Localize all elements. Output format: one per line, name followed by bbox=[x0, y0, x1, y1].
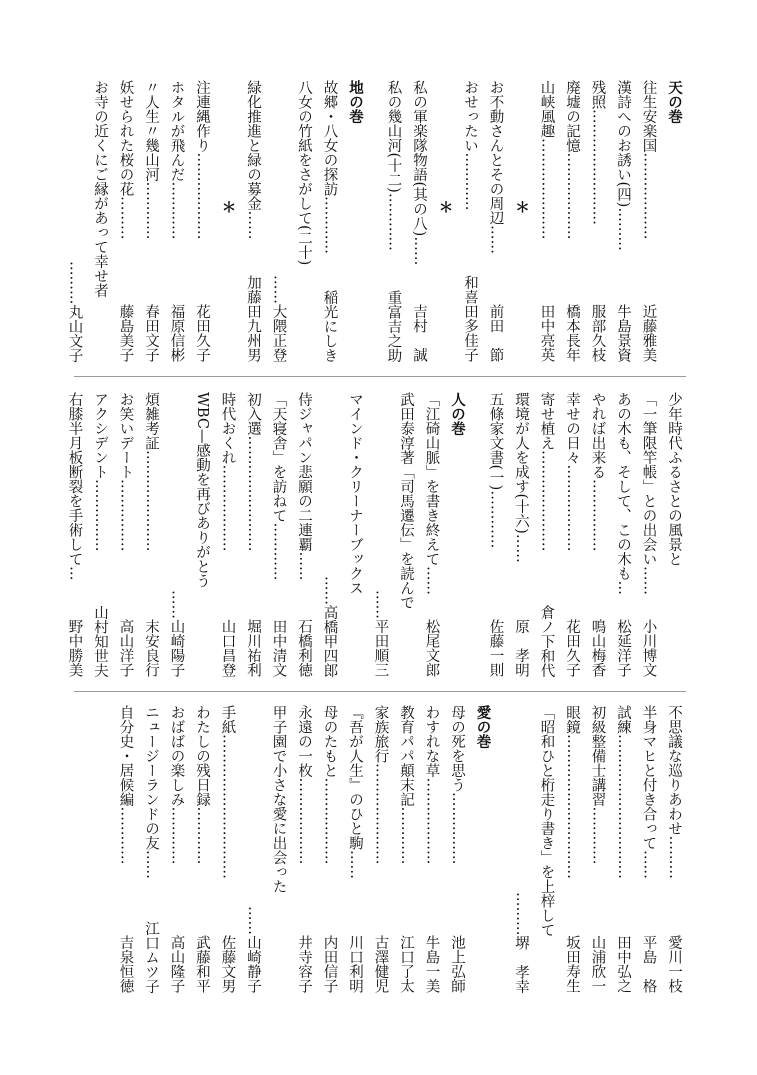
section-separator-asterisk bbox=[215, 80, 240, 362]
entry-title: おせったい………… bbox=[462, 80, 478, 211]
entry-title: 注連縄作り……………… bbox=[194, 80, 210, 240]
entry-title: マインド・クリーナーブックス bbox=[347, 392, 363, 595]
entry-author: 山村知世夫 bbox=[92, 604, 108, 677]
entry-author: 川口利明 bbox=[347, 935, 363, 993]
entry-author: 田中亮英 bbox=[538, 304, 555, 362]
entry-author: 重富吉之助 bbox=[385, 289, 402, 362]
toc-entry bbox=[241, 392, 266, 677]
entry-title: 「天寝舎」を訪ねて………… bbox=[270, 392, 287, 581]
entry-title: 侍ジャパン悲願の二連覇…… bbox=[296, 392, 312, 581]
toc-entry bbox=[139, 80, 164, 362]
divider-line bbox=[74, 691, 686, 692]
entry-author: 倉ノ下和代 bbox=[538, 604, 555, 677]
toc-entry bbox=[611, 392, 636, 677]
entry-title: 少年時代ふるさとの風景と bbox=[666, 392, 682, 566]
entry-title: 八女の竹紙をさがして(二十) bbox=[296, 80, 312, 266]
toc-entry bbox=[394, 392, 419, 677]
entry-author: 服部久枝 bbox=[589, 304, 606, 362]
entry-title: 私の軍楽隊物語(其の八)…… bbox=[411, 80, 427, 266]
entry-title: 母のたもと……………… bbox=[321, 705, 338, 865]
entry-title: 『吾が人生』のひと駒…… bbox=[347, 705, 363, 879]
entry-author: 古澤健児 bbox=[372, 935, 389, 993]
entry-title: 武田泰淳著「司馬遷伝」を読んで bbox=[398, 392, 414, 610]
entry-author: ……大隈正登 bbox=[270, 275, 287, 362]
entry-title: 初級整備士講習………… bbox=[589, 705, 606, 865]
asterisk: ＊ bbox=[219, 200, 237, 215]
entry-author: 野中勝美 bbox=[66, 619, 83, 677]
toc-entry bbox=[483, 80, 508, 362]
section-title: 人の巻 bbox=[449, 392, 465, 436]
entry-title: 甲子園で小さな愛に出会った bbox=[270, 705, 287, 894]
column-gap bbox=[368, 80, 380, 362]
toc-entry bbox=[534, 80, 559, 362]
section-title: 地の巻 bbox=[347, 80, 363, 124]
entry-author: 鳴山梅香 bbox=[589, 619, 606, 677]
entry-title: 寄せ植え………………… bbox=[538, 392, 555, 552]
entry-author: ……山崎静子 bbox=[245, 906, 261, 993]
entry-title: WBC—感動を再びありがとう bbox=[194, 392, 210, 589]
entry-author: 花田久子 bbox=[564, 619, 580, 677]
entry-author: 田中清文 bbox=[270, 619, 287, 677]
entry-title: ホタルが飛んだ………… bbox=[168, 80, 185, 240]
section-heading bbox=[470, 705, 495, 993]
section-heading bbox=[662, 80, 687, 362]
entry-author: 井寺容子 bbox=[296, 935, 312, 993]
entry-author: 堀川祐利 bbox=[245, 619, 261, 677]
entry-author: 原 孝明 bbox=[513, 619, 529, 677]
entry-author: 山浦欣一 bbox=[589, 935, 606, 993]
toc-entry bbox=[190, 80, 215, 362]
toc-entry bbox=[292, 80, 317, 362]
entry-title: わすれな草……………… bbox=[423, 705, 440, 865]
entry-title: やれば出来る…………… bbox=[589, 392, 606, 552]
entry-author: 牛島一美 bbox=[423, 935, 440, 993]
toc-entry bbox=[368, 705, 393, 993]
entry-author: 江口ムツ子 bbox=[143, 920, 159, 993]
toc-entry bbox=[190, 392, 215, 677]
entry-title: お笑いデート…………… bbox=[117, 392, 134, 552]
toc-columns bbox=[74, 705, 686, 993]
toc-entry bbox=[509, 705, 534, 993]
toc-entry bbox=[560, 392, 585, 677]
entry-title: 不思議な巡りあわせ……… bbox=[666, 705, 682, 879]
entry-author: ……山崎陽子 bbox=[168, 590, 185, 677]
entry-title: 眼鏡………………………… bbox=[564, 705, 580, 879]
toc-entry bbox=[585, 392, 610, 677]
toc-entry bbox=[394, 705, 419, 993]
toc-entry bbox=[215, 705, 240, 993]
entry-author: 武藤和平 bbox=[194, 935, 210, 993]
toc-entry bbox=[445, 705, 470, 993]
entry-author: 松尾文郎 bbox=[423, 619, 440, 677]
entry-title: アクシデント…………… bbox=[92, 392, 108, 552]
entry-title: 手紙………………………… bbox=[219, 705, 236, 879]
toc-entry bbox=[113, 392, 138, 677]
toc-entry bbox=[483, 392, 508, 677]
entry-author: 花田久子 bbox=[194, 304, 210, 362]
entry-author: 吉泉恒徳 bbox=[117, 935, 134, 993]
entry-title: お寺の近くにご縁があって幸せ者 bbox=[92, 80, 108, 298]
entry-author: 稲光にしき bbox=[321, 289, 338, 362]
asterisk: ＊ bbox=[436, 200, 454, 215]
entry-author: 末安良行 bbox=[143, 619, 159, 677]
toc-entry bbox=[113, 80, 138, 362]
toc-entry bbox=[611, 705, 636, 993]
entry-author: 前田 節 bbox=[487, 304, 504, 362]
entry-title: 家族旅行………………… bbox=[372, 705, 389, 865]
entry-title: おばばの楽しみ………… bbox=[168, 705, 185, 865]
toc-band-heaven-earth bbox=[66, 80, 686, 362]
entry-title: 「江碕山脈」を書き終えて…… bbox=[423, 392, 440, 595]
toc-entry bbox=[662, 705, 687, 993]
entry-title: 故郷・八女の探訪………… bbox=[321, 80, 338, 254]
toc-entry bbox=[317, 80, 342, 362]
toc-entry bbox=[139, 392, 164, 677]
toc-entry bbox=[164, 80, 189, 362]
entry-title: 環境が人を成す(十六)…… bbox=[513, 392, 529, 563]
toc-entry bbox=[560, 80, 585, 362]
entry-title: 妖せられた桜の花……… bbox=[117, 80, 134, 240]
toc-entry bbox=[215, 392, 240, 677]
entry-author: 平島 格 bbox=[640, 935, 657, 993]
toc-entry bbox=[113, 705, 138, 993]
toc-entry bbox=[458, 80, 483, 362]
toc-entry bbox=[534, 705, 559, 993]
entry-author: 吉村 誠 bbox=[411, 304, 427, 362]
section-separator-asterisk bbox=[432, 80, 457, 362]
entry-author: 佐藤文男 bbox=[219, 935, 236, 993]
entry-author: 山口昌登 bbox=[219, 619, 236, 677]
entry-title: 母の死を思う…………… bbox=[449, 705, 465, 865]
toc-band-love bbox=[74, 705, 686, 993]
section-title: 天の巻 bbox=[666, 80, 682, 124]
entry-title: 幸せの日々……………… bbox=[564, 392, 580, 552]
toc-entry bbox=[381, 80, 406, 362]
toc-entry bbox=[266, 80, 291, 362]
entry-author: 和喜田多佳子 bbox=[462, 275, 478, 362]
toc-entry bbox=[368, 392, 393, 677]
column-gap bbox=[496, 705, 508, 993]
entry-author: 松延洋子 bbox=[615, 619, 631, 677]
toc-entry bbox=[266, 705, 291, 993]
toc-entry bbox=[343, 705, 368, 993]
entry-title: 私の幾山河(十二)………… bbox=[385, 80, 402, 251]
toc-entry bbox=[88, 80, 113, 362]
entry-title: 「一筆限竿帳」との出会い…… bbox=[640, 392, 657, 595]
section-separator-asterisk bbox=[509, 80, 534, 362]
entry-author: 佐藤一則 bbox=[487, 619, 504, 677]
toc-entry bbox=[636, 705, 661, 993]
entry-author: 坂田寿生 bbox=[564, 935, 580, 993]
entry-title: 右膝半月板断裂を手術して… bbox=[66, 392, 83, 581]
toc-entry bbox=[611, 80, 636, 362]
entry-author: 加藤田九州男 bbox=[245, 275, 261, 362]
entry-author: ………丸山文子 bbox=[66, 260, 83, 362]
toc-columns bbox=[66, 80, 686, 362]
entry-author: ……平田順三 bbox=[372, 590, 389, 677]
entry-title: 時代おくれ……………… bbox=[219, 392, 236, 552]
entry-title: 廃墟の記憶……………… bbox=[564, 80, 580, 240]
entry-author: 石橋利徳 bbox=[296, 619, 312, 677]
column-gap bbox=[470, 392, 482, 677]
entry-author: 池上弘師 bbox=[449, 935, 465, 993]
entry-author: 小川博文 bbox=[640, 619, 657, 677]
toc-entry bbox=[585, 80, 610, 362]
entry-author: 内田信子 bbox=[321, 935, 338, 993]
entry-title: わたしの残日録………… bbox=[194, 705, 210, 865]
toc-entry bbox=[139, 705, 164, 993]
entry-title: お不動さんとその周辺…… bbox=[487, 80, 504, 254]
entry-title: 〃人生〃幾山河………… bbox=[143, 80, 159, 240]
entry-title: 緑化推進と緑の募金…… bbox=[245, 80, 261, 240]
toc-entry bbox=[164, 392, 189, 677]
entry-author: 橋本長年 bbox=[564, 304, 580, 362]
entry-title: 山峡風趣………………… bbox=[538, 80, 555, 240]
toc-entry bbox=[419, 392, 444, 677]
entry-author: 田中弘之 bbox=[615, 935, 631, 993]
asterisk: ＊ bbox=[513, 200, 530, 215]
entry-title: 永遠の一枚……………… bbox=[296, 705, 312, 865]
entry-title: 自分史・居候編………… bbox=[117, 705, 134, 865]
section-heading bbox=[445, 392, 470, 677]
section-heading bbox=[343, 80, 368, 362]
entry-title: 五條家文書(一)………… bbox=[487, 392, 504, 549]
toc-entry bbox=[62, 392, 87, 677]
entry-author: 近藤雅美 bbox=[640, 304, 657, 362]
entry-title: 初入選…………………… bbox=[245, 392, 261, 552]
entry-title: ニュージーランドの友…… bbox=[143, 705, 159, 879]
entry-title: 残照…………………… bbox=[589, 80, 606, 225]
toc-entry bbox=[266, 392, 291, 677]
toc-entry bbox=[407, 80, 432, 362]
entry-author: 高山洋子 bbox=[117, 619, 134, 677]
toc-entry bbox=[317, 705, 342, 993]
toc-band-people bbox=[66, 392, 686, 677]
entry-title: 半身マヒと付き合って…… bbox=[640, 705, 657, 879]
entry-author: 愛川一枝 bbox=[666, 935, 682, 993]
entry-author: ………堺 孝幸 bbox=[513, 891, 529, 993]
divider-line bbox=[74, 376, 686, 377]
entry-title: 試練………………………… bbox=[615, 705, 631, 879]
section-title: 愛の巻 bbox=[474, 705, 491, 749]
toc-entry bbox=[585, 705, 610, 993]
toc-entry bbox=[662, 392, 687, 677]
entry-title: 教育パパ顛末記………… bbox=[398, 705, 414, 865]
entry-author: 春田文子 bbox=[143, 304, 159, 362]
toc-entry bbox=[88, 392, 113, 677]
toc-entry bbox=[292, 705, 317, 993]
toc-entry bbox=[317, 392, 342, 677]
toc-entry bbox=[164, 705, 189, 993]
toc-entry bbox=[509, 392, 534, 677]
toc-columns bbox=[66, 392, 686, 677]
toc-entry bbox=[241, 80, 266, 362]
entry-title: 煩雑考証………………… bbox=[143, 392, 159, 552]
entry-title: 往生安楽国……………… bbox=[640, 80, 657, 240]
toc-entry bbox=[419, 705, 444, 993]
entry-author: 藤島美子 bbox=[117, 304, 134, 362]
entry-author: 福原信彬 bbox=[168, 304, 185, 362]
toc-entry bbox=[190, 705, 215, 993]
toc-entry bbox=[62, 80, 87, 362]
toc-entry bbox=[560, 705, 585, 993]
entry-author: 江口了太 bbox=[398, 935, 414, 993]
entry-title: 「昭和ひと桁走り書き」を上梓して bbox=[538, 705, 555, 937]
toc-entry bbox=[534, 392, 559, 677]
toc-entry bbox=[292, 392, 317, 677]
entry-author: ……高橋甲四郎 bbox=[321, 575, 338, 677]
entry-title: 漢詩へのお誘い(四)……… bbox=[615, 80, 631, 251]
toc-entry bbox=[241, 705, 266, 993]
entry-title: あの木も、そして、この木も… bbox=[615, 392, 631, 595]
toc-entry bbox=[636, 392, 661, 677]
entry-author: 高山隆子 bbox=[168, 935, 185, 993]
toc-entry bbox=[343, 392, 368, 677]
toc-entry bbox=[636, 80, 661, 362]
entry-author: 牛島景資 bbox=[615, 304, 631, 362]
